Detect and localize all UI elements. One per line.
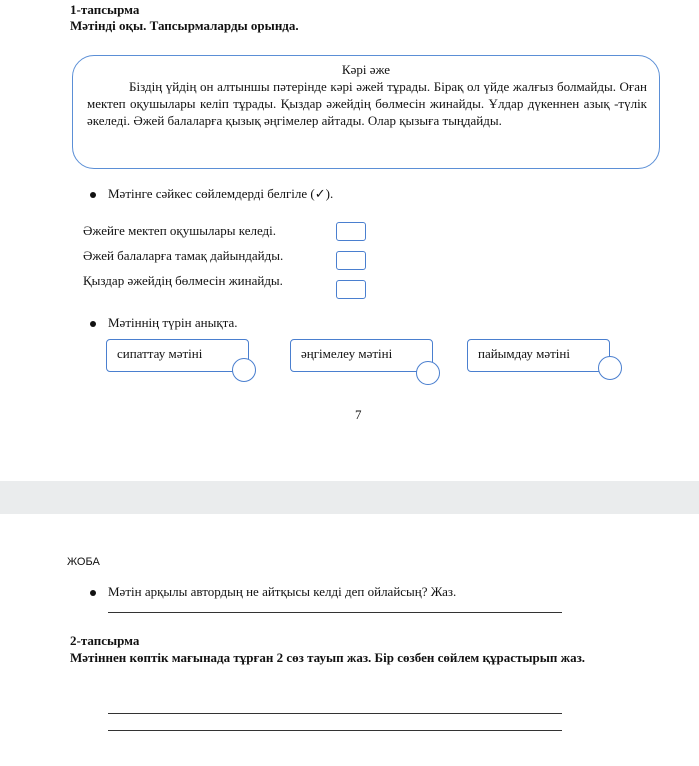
option-descriptive-circle[interactable] [232, 358, 256, 382]
bullet-icon [90, 192, 96, 198]
bullet-icon [90, 590, 96, 596]
project-question-item [90, 584, 456, 600]
story-title: Кәрі әже [341, 62, 391, 77]
answer-line-3[interactable] [108, 730, 562, 731]
story-text: Біздің үйдің он алтыншы пәтерінде кәрі әжей тұрады. Бірақ ол үйде жалғыз болмайды. Оған мектеп оқушылары келіп тұрады. Қыздар әжейдің бөлмесін жинайды. Ұлдар дүкеннен азық -түлік әкеледі. Әжей балаларға қызық әңгімелер айтады. Олар қызыға тыңдайды. [87, 79, 647, 128]
page-number: 7 [355, 407, 362, 422]
bullet-icon [90, 321, 96, 327]
answer-line-1[interactable] [108, 612, 562, 613]
option-reasoning-circle[interactable] [598, 356, 622, 380]
exercise1-prompt-item [90, 186, 333, 202]
option-descriptive-text[interactable]: сипаттау мәтіні [106, 339, 249, 372]
project-label: ЖОБА [67, 556, 100, 568]
option-reasoning-text[interactable]: пайымдау мәтіні [467, 339, 610, 372]
option-narrative-circle[interactable] [416, 361, 440, 385]
statement-3: Қыздар әжейдің бөлмесін жинайды. [83, 273, 283, 288]
exercise2-prompt-item [90, 315, 238, 331]
statement-2: Әжей балаларға тамақ дайындайды. [83, 248, 284, 263]
option-narrative-text[interactable]: әңгімелеу мәтіні [290, 339, 433, 372]
checkbox-statement-2[interactable] [336, 251, 366, 270]
task2-instruction: Мәтіннен көптік мағынада тұрған 2 сөз тауып жаз. Бір сөзбен сөйлем құрастырып жаз. [70, 650, 586, 665]
statement-1: Әжейге мектеп оқушылары келеді. [83, 223, 277, 238]
task2-title: 2-тапсырма [70, 633, 140, 648]
checkbox-statement-1[interactable] [336, 222, 366, 241]
exercise1-prompt: Мәтінге сәйкес сөйлемдерді белгіле (✓). [108, 186, 334, 201]
task1-instruction: Мәтінді оқы. Тапсырмаларды орында. [70, 18, 299, 33]
answer-line-2[interactable] [108, 713, 562, 714]
page-separator [0, 481, 699, 514]
task1-title: 1-тапсырма [70, 2, 140, 17]
checkbox-statement-3[interactable] [336, 280, 366, 299]
exercise2-prompt: Мәтіннің түрін анықта. [108, 315, 238, 330]
project-question: Мәтін арқылы автордың не айтқысы келді деп ойлайсың? Жаз. [108, 584, 457, 599]
story-box [72, 55, 660, 169]
